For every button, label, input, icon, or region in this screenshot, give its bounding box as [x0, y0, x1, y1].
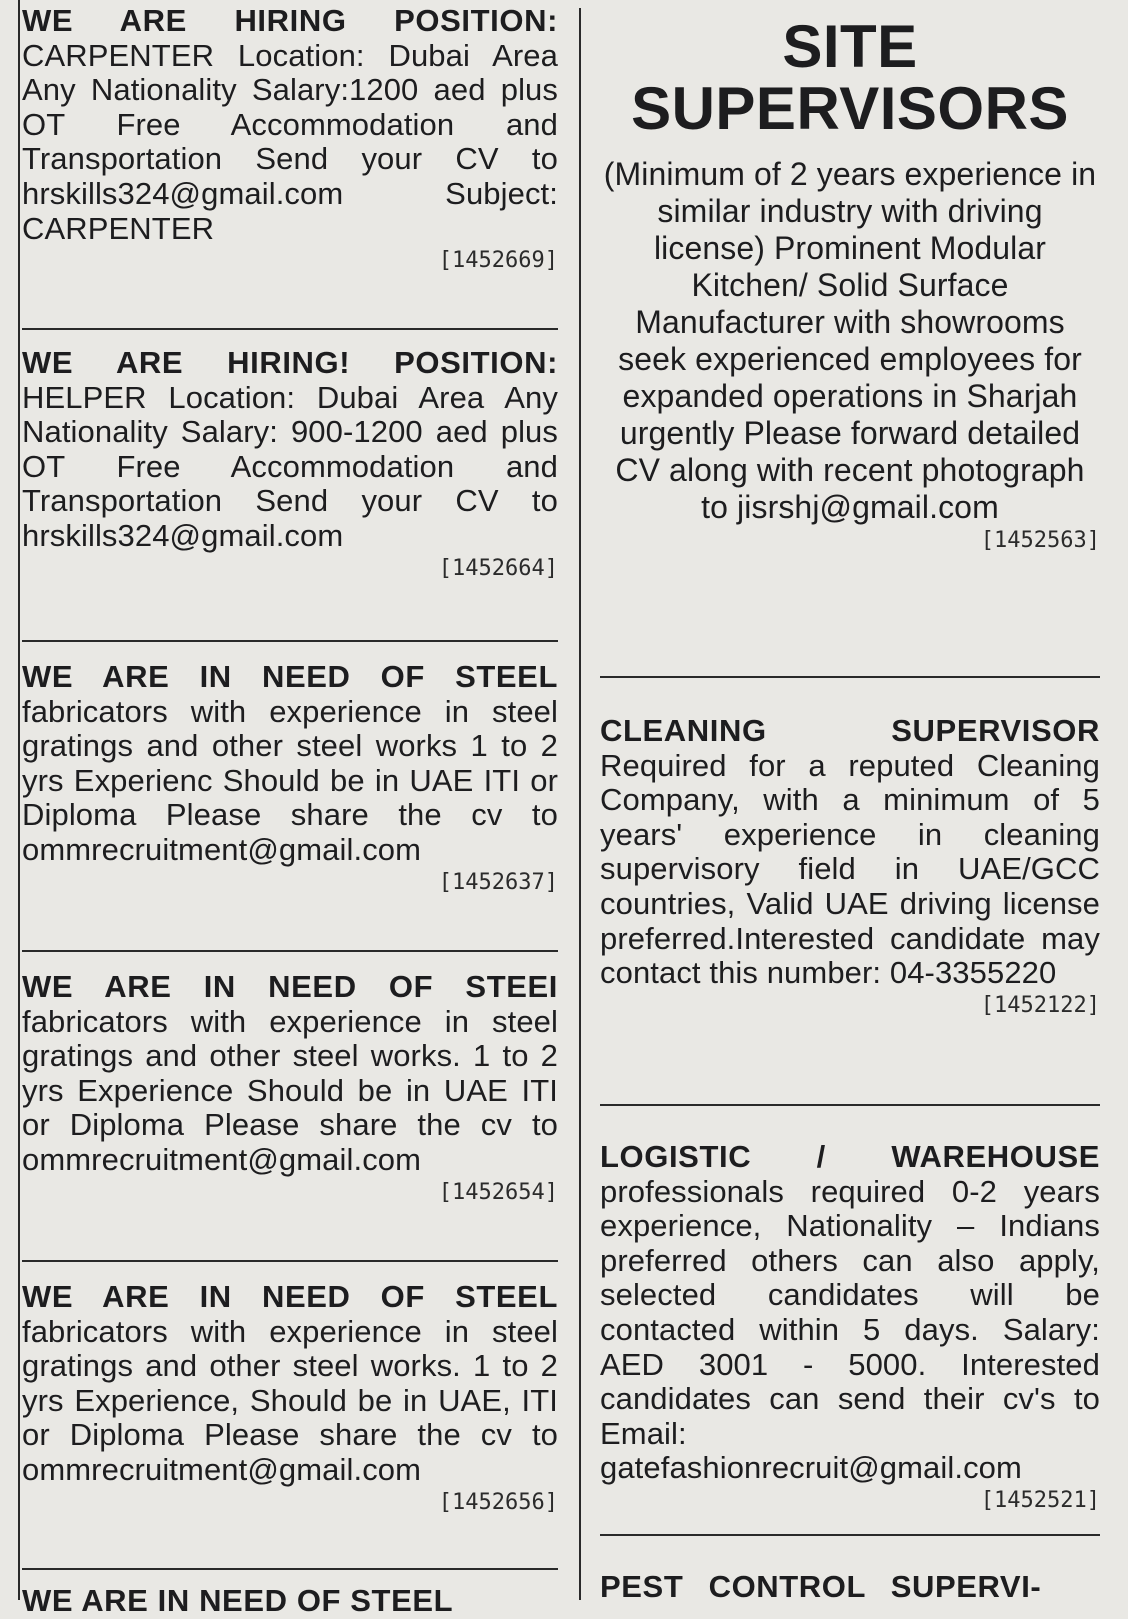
ad-reference-number: [1452563] [980, 528, 1100, 553]
page-edge-rule [18, 0, 20, 1600]
ad-body: (Minimum of 2 years experience in similar industry with driving license) Prominent Modular Kitchen/ Solid Surface Manufacturer with showrooms seek experienced employees for expanded operations in Sharjah urgently Please forward detailed CV along with recent photograph to jisrshj@gmail.com [603, 156, 1097, 525]
ad-reference-number: [1452664] [438, 555, 558, 581]
ad-heading: WE ARE HIRING POSITION: [22, 3, 558, 38]
ad-separator [600, 676, 1100, 678]
classified-ad-carpenter [22, 4, 558, 274]
ad-reference-number: [1452122] [980, 992, 1100, 1018]
ad-body: HELPER Location: Dubai Area Any Nationality Salary: 900-1200 aed plus OT Free Accommodation and Transportation Send your CV to hrskills324@gmail.com [22, 379, 558, 553]
ad-separator [600, 1104, 1100, 1106]
ad-separator [600, 1534, 1100, 1536]
ad-body: fabricators with experience in steel gratings and other steel works. 1 to 2 yrs Experience, Should be in UAE, ITI or Diploma Please share the cv to ommrecruitment@gmail.com [22, 1313, 558, 1487]
ad-body: CARPENTER Location: Dubai Area Any Nationality Salary:1200 aed plus OT Free Accommodation and Transportation Send your CV to hrskills324@gmail.com Subject: CARPENTER [22, 37, 558, 246]
ad-separator [22, 328, 558, 330]
ad-heading: LOGISTIC / WAREHOUSE [600, 1139, 1100, 1174]
ad-body: Required for a reputed Cleaning Company, with a minimum of 5 years' experience in cleaning supervisory field in UAE/GCC countries, Valid UAE driving license preferred.Interested candidate may contact this number: 04-3355220 [600, 747, 1100, 991]
classified-ad-logistic-warehouse [600, 1140, 1100, 1514]
classified-ad-site-supervisors [600, 13, 1100, 554]
ad-reference-number: [1452656] [438, 1489, 558, 1515]
classified-ad-helper [22, 346, 558, 582]
classified-ad-steel-1 [22, 660, 558, 896]
ad-heading: WE ARE HIRING! POSITION: [22, 345, 558, 380]
classified-ad-steel-3 [22, 1280, 558, 1516]
column-divider [579, 8, 581, 1600]
ad-body: professionals required 0-2 years experience, Nationality – Indians preferred others can also apply, selected candidates will be contacted within 5 days. Salary: AED 3001 - 5000. Interested candidates can send their cv's to Email: gatefashionrecruit@gmail.com [600, 1173, 1100, 1486]
ad-separator [22, 1568, 558, 1570]
ad-separator [22, 950, 558, 952]
ad-heading: WE ARE IN NEED OF STEEL [22, 1279, 558, 1314]
ad-reference-number: [1452669] [438, 248, 558, 274]
classified-ad-cleaning-supervisor [600, 714, 1100, 1019]
ad-reference-number: [1452521] [980, 1487, 1100, 1513]
classified-ad-pest-control-partial [600, 1569, 1100, 1604]
ad-body: fabricators with experience in steel gratings and other steel works. 1 to 2 yrs Experience Should be in UAE ITI or Diploma Please share the cv to ommrecruitment@gmail.com [22, 1003, 558, 1177]
ad-separator [22, 640, 558, 642]
ad-heading: WE ARE IN NEED OF STEEL [22, 659, 558, 694]
ad-body: fabricators with experience in steel gratings and other steel works 1 to 2 yrs Experienc Should be in UAE ITI or Diploma Please share the cv to ommrecruitment@gmail.com [22, 693, 558, 867]
ad-heading: WE ARE IN NEED OF STEEI [22, 969, 558, 1004]
ad-title-line: SUPERVISORS [631, 75, 1069, 142]
ad-title-line: SITE [782, 13, 918, 80]
ad-heading: CLEANING SUPERVISOR [600, 713, 1100, 748]
ad-reference-number: [1452637] [438, 869, 558, 895]
ad-reference-number: [1452654] [438, 1179, 558, 1205]
classified-ad-steel-2 [22, 970, 558, 1206]
ad-separator [22, 1260, 558, 1262]
ad-heading: WE ARE IN NEED OF STEEL [22, 1583, 454, 1618]
classified-ad-steel-4-partial [22, 1583, 558, 1618]
ad-title [600, 13, 1100, 142]
ad-heading: PEST CONTROL SUPERVI- [600, 1569, 1042, 1604]
